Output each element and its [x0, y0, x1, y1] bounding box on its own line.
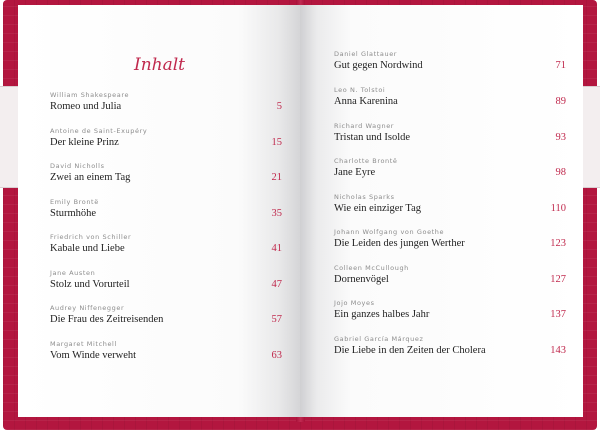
entry-author: Audrey Niffenegger [50, 304, 125, 312]
toc-entry [334, 122, 566, 152]
toc-entry [334, 299, 566, 329]
entry-page-number: 41 [271, 243, 282, 254]
toc-entry [334, 228, 566, 258]
entry-title: Die Leiden des jungen Werther [334, 238, 465, 249]
entry-author: Richard Wagner [334, 122, 395, 130]
entry-page-number: 47 [271, 279, 282, 290]
entry-page-number: 110 [550, 203, 566, 214]
entry-title: Tristan und Isolde [334, 132, 411, 143]
right-page-edge [580, 86, 600, 188]
entry-author: Daniel Glattauer [334, 50, 398, 58]
entry-author: William Shakespeare [50, 91, 130, 99]
entry-page-number: 127 [550, 274, 566, 285]
entry-page-number: 71 [555, 60, 566, 71]
entry-page-number: 137 [550, 309, 566, 320]
entry-title: Romeo und Julia [50, 101, 122, 112]
toc-entry [334, 193, 566, 223]
entry-title: Gut gegen Nordwind [334, 60, 423, 71]
entry-title: Anna Karenina [334, 96, 398, 107]
entry-page-number: 5 [276, 101, 282, 112]
toc-entry [334, 86, 566, 116]
entry-page-number: 57 [271, 314, 282, 325]
left-page-edge [0, 86, 20, 188]
entry-page-number: 35 [271, 208, 282, 219]
entry-author: Antoine de Saint-Exupéry [50, 127, 148, 135]
toc-entry [50, 304, 282, 334]
entry-author: Jane Austen [50, 269, 96, 277]
entry-title: Vom Winde verweht [50, 350, 137, 361]
right-page [300, 5, 583, 417]
entry-author: Gabriel García Márquez [334, 335, 424, 343]
toc-entry [334, 264, 566, 294]
entry-title: Ein ganzes halbes Jahr [334, 309, 430, 320]
toc-entry [50, 127, 282, 157]
entry-title: Zwei an einem Tag [50, 172, 131, 183]
entry-title: Der kleine Prinz [50, 137, 119, 148]
entry-page-number: 93 [555, 132, 566, 143]
entry-author: Friedrich von Schiller [50, 233, 132, 241]
entry-title: Sturmhöhe [50, 208, 97, 219]
entry-page-number: 63 [271, 350, 282, 361]
left-page [18, 5, 301, 417]
entry-author: Leo N. Tolstoi [334, 86, 386, 94]
entry-title: Die Frau des Zeitreisenden [50, 314, 164, 325]
entry-author: Johann Wolfgang von Goethe [334, 228, 445, 236]
entry-title: Dornenvögel [334, 274, 389, 285]
entry-author: Charlotte Brontë [334, 157, 398, 165]
toc-entry [50, 269, 282, 299]
entry-author: David Nicholls [50, 162, 105, 170]
entry-title: Wie ein einziger Tag [334, 203, 421, 214]
toc-entry [334, 50, 566, 80]
toc-title: Inhalt [133, 55, 186, 75]
toc-entry [50, 340, 282, 370]
toc-entry [50, 162, 282, 192]
entry-author: Jojo Moyes [334, 299, 375, 307]
entry-author: Emily Brontë [50, 198, 99, 206]
entry-title: Kabale und Liebe [50, 243, 125, 254]
entry-page-number: 143 [550, 345, 566, 356]
entry-author: Colleen McCullough [334, 264, 409, 272]
entry-author: Nicholas Sparks [334, 193, 395, 201]
entry-page-number: 98 [555, 167, 566, 178]
entry-title: Jane Eyre [334, 167, 376, 178]
entry-page-number: 21 [271, 172, 282, 183]
entry-page-number: 89 [555, 96, 566, 107]
entry-title: Die Liebe in den Zeiten der Cholera [334, 345, 486, 356]
entry-page-number: 15 [271, 137, 282, 148]
toc-entry [334, 157, 566, 187]
toc-entry [50, 233, 282, 263]
toc-entry [334, 335, 566, 365]
toc-entry [50, 198, 282, 228]
entry-title: Stolz und Vorurteil [50, 279, 130, 290]
toc-entry [50, 91, 282, 121]
entry-author: Margaret Mitchell [50, 340, 117, 348]
entry-page-number: 123 [550, 238, 566, 249]
